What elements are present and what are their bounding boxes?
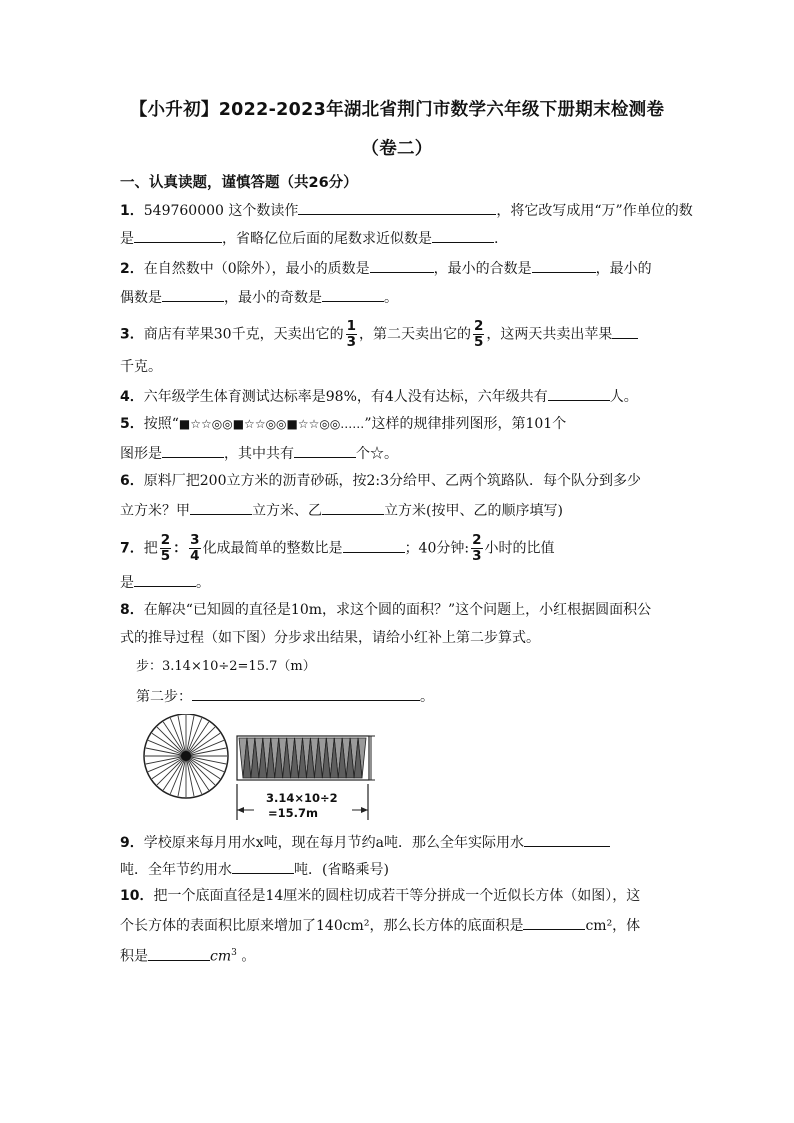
answer-blank[interactable]: [294, 442, 356, 458]
question-text: .: [494, 231, 499, 247]
question-text: 小时的比值: [484, 540, 555, 557]
question-text: ，最小的合数是: [433, 261, 532, 277]
question-3-line-2: [120, 357, 162, 377]
question-6-line-2: [120, 499, 563, 521]
question-text: 图形是: [120, 446, 162, 462]
question-8-line-1: [120, 600, 651, 620]
question-text: 立方米、乙: [252, 503, 322, 519]
question-text: ，最小的奇数是: [224, 290, 322, 306]
question-8-step-1: [136, 657, 316, 677]
question-10-line-3: [120, 943, 255, 967]
question-text: 在自然数中（0除外），最小的质数是: [143, 261, 370, 277]
question-text: ，这两天共卖出苹果: [486, 326, 613, 343]
question-number: 1．: [120, 203, 144, 219]
question-text: 原料厂把200立方米的沥青砂砾，按2:3分给甲、乙两个筑路队．每个队分到多少: [143, 473, 642, 489]
answer-blank[interactable]: [524, 831, 610, 847]
question-1-line-1: [120, 199, 693, 221]
question-text: 商店有苹果30千克，天卖出它的: [143, 326, 344, 343]
arrow-right-icon: [361, 807, 368, 813]
question-text: 学校原来每月用水x吨，现在每月节约a吨．那么全年实际用水: [143, 835, 524, 851]
question-7-line-2: [120, 571, 210, 593]
question-10-line-1: [120, 886, 640, 906]
question-text: ，其中共有: [224, 446, 294, 462]
fraction-numerator: 2: [472, 532, 482, 548]
question-text: 。: [384, 290, 398, 306]
question-text: 。: [196, 575, 210, 591]
fraction-numerator: 2: [160, 532, 171, 548]
question-text: 是: [120, 231, 134, 247]
question-text: 按照“: [143, 416, 179, 432]
question-1-line-2: [120, 227, 498, 249]
page-title: 【小升初】2022-2023年湖北省荆门市数学六年级下册期末检测卷: [129, 100, 665, 120]
question-9-line-1: [120, 831, 610, 853]
question-text: 偶数是: [120, 290, 162, 306]
answer-blank[interactable]: [532, 257, 596, 273]
answer-blank[interactable]: [523, 914, 585, 930]
answer-blank[interactable]: [432, 227, 494, 243]
answer-blank[interactable]: [322, 286, 384, 302]
question-4: [120, 385, 638, 407]
section-heading: 一、认真读题，谨慎答题（共26分）: [120, 175, 358, 191]
question-text: 千克。: [120, 359, 162, 375]
page-subtitle: （卷二）: [361, 139, 433, 159]
answer-blank[interactable]: [343, 537, 405, 553]
question-text: 把: [143, 540, 158, 557]
question-7-line-1: [120, 533, 555, 564]
fraction: [189, 533, 200, 564]
question-text: ，将它改写成用“万”作单位的数: [496, 203, 693, 219]
answer-blank[interactable]: [298, 199, 496, 215]
question-number: 7．: [120, 540, 144, 557]
fraction-numerator: 2: [473, 318, 484, 334]
fraction: [471, 533, 482, 564]
fraction-denominator: 4: [190, 548, 200, 564]
question-number: 8．: [120, 602, 144, 618]
question-number: 2．: [120, 261, 144, 277]
question-3-line-1: [120, 319, 638, 350]
question-text: 549760000 这个数读作: [143, 203, 299, 219]
answer-blank[interactable]: [162, 442, 224, 458]
fraction-denominator: 3: [472, 548, 482, 564]
question-text: ，省略亿位后面的尾数求近似数是: [222, 231, 432, 247]
step-text: 。: [420, 689, 434, 705]
unit-text: cm: [210, 948, 232, 965]
question-6-line-1: [120, 471, 641, 491]
fraction: [160, 533, 171, 564]
answer-blank[interactable]: [192, 685, 420, 701]
answer-blank[interactable]: [134, 227, 222, 243]
length-label-formula: 3.14×10÷2: [266, 791, 338, 805]
question-text: 立方米(按甲、乙的顺序填写): [384, 503, 563, 519]
question-text: ，第二天卖出它的: [358, 326, 471, 343]
question-5-line-1: [120, 414, 566, 434]
answer-blank[interactable]: [232, 858, 294, 874]
answer-blank[interactable]: [612, 323, 638, 339]
question-number: 4．: [120, 389, 144, 405]
question-10-line-2: [120, 914, 640, 936]
fraction: [473, 319, 484, 350]
answer-blank[interactable]: [322, 499, 384, 515]
length-label-result: =15.7m: [268, 806, 318, 820]
question-text: 吨．(省略乘号): [294, 862, 389, 878]
answer-blank[interactable]: [190, 499, 252, 515]
question-number: 3．: [120, 326, 144, 343]
question-text: ，最小的: [595, 261, 652, 277]
fraction-denominator: 5: [473, 334, 484, 350]
question-text: 把一个底面直径是14厘米的圆柱切成若干等分拼成一个近似长方体（如图），这: [153, 888, 641, 904]
question-number: 6．: [120, 473, 144, 489]
unit-exponent: 3: [231, 948, 237, 958]
answer-blank[interactable]: [134, 571, 196, 587]
circle-center: [181, 751, 191, 761]
answer-blank[interactable]: [162, 286, 224, 302]
rectangle-sectors: [239, 738, 366, 778]
answer-blank[interactable]: [148, 945, 210, 961]
question-text: 吨．全年节约用水: [120, 862, 232, 878]
question-text: 式的推导过程（如下图）分步求出结果，请给小红补上第二步算式。: [120, 630, 540, 646]
question-9-line-2: [120, 858, 389, 880]
question-text: ；40分钟:: [404, 540, 470, 557]
question-2-line-1: [120, 257, 652, 279]
question-text: 在解决“已知圆的直径是10m，求这个圆的面积？”这个问题上，小红根据圆面积公: [143, 602, 652, 618]
shape-pattern: ■☆☆◎◎■☆☆◎◎■☆☆◎◎……: [178, 417, 365, 431]
question-text: 。: [241, 948, 256, 965]
question-text: 个☆。: [356, 446, 398, 462]
question-text: 是: [120, 575, 134, 591]
question-text: 化成最简单的整数比是: [202, 540, 343, 557]
answer-blank[interactable]: [370, 257, 434, 273]
question-number: 9．: [120, 835, 144, 851]
question-5-line-2: [120, 442, 398, 464]
ratio-colon: ：: [173, 540, 188, 557]
step-text: 第二步：: [136, 689, 192, 705]
step-text: 步：3.14×10÷2=15.7（m）: [136, 659, 316, 674]
question-text: 六年级学生体育测试达标率是98%，有4人没有达标，六年级共有: [143, 389, 548, 405]
answer-blank[interactable]: [548, 385, 610, 401]
fraction-denominator: 5: [160, 548, 171, 564]
arrow-left-icon: [237, 807, 244, 813]
question-8-line-2: [120, 628, 540, 648]
question-text: 人。: [609, 389, 638, 405]
fraction-numerator: 3: [190, 532, 200, 548]
fraction: [346, 319, 357, 350]
question-text: 个长方体的表面积比原来增加了140cm²，那么长方体的底面积是: [120, 918, 524, 934]
fraction-numerator: 1: [346, 318, 356, 334]
fraction-denominator: 3: [346, 334, 356, 350]
question-number: 5．: [120, 416, 144, 432]
question-text: 积是: [120, 948, 148, 965]
question-2-line-2: [120, 286, 398, 308]
question-text: 立方米？甲: [120, 503, 190, 519]
question-text: ”这样的规律排列图形，第101个: [364, 416, 567, 432]
question-text: cm²，体: [585, 918, 641, 934]
question-8-step-2: [136, 685, 434, 707]
circle-to-rectangle-figure: [142, 714, 378, 824]
question-number: 10．: [120, 888, 154, 904]
